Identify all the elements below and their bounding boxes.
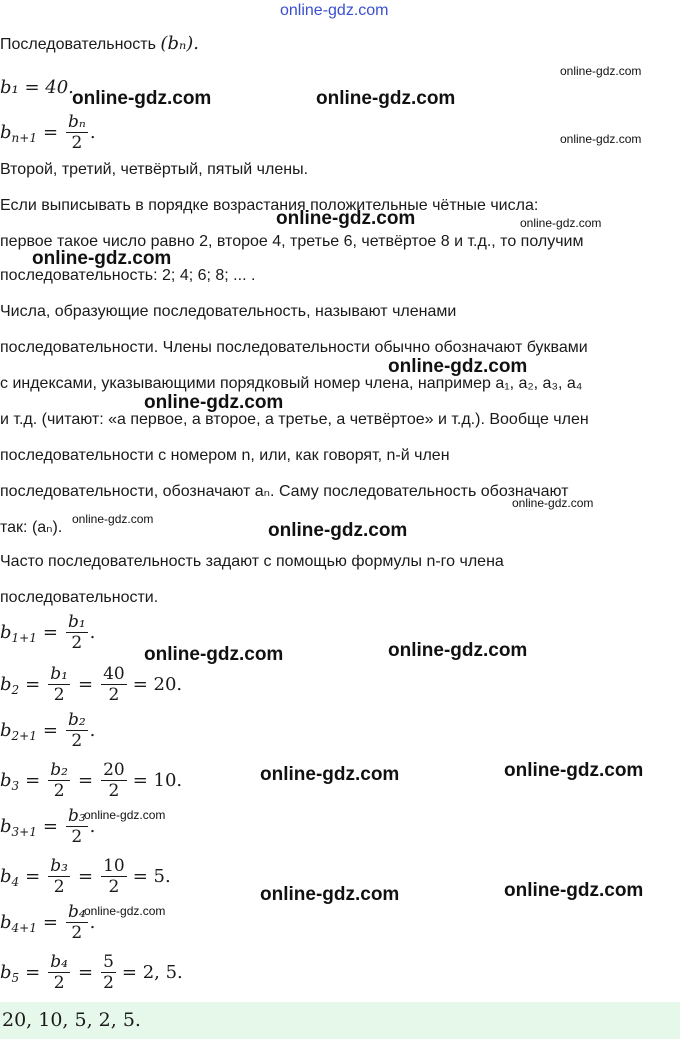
watermark: online-gdz.com [388, 356, 528, 377]
solution-step-1: b 1+1 = $\frac{\text{b₁}}{2}$ . [0, 612, 96, 653]
theory-line-8: последовательности с номером n, или, как говорят, n-й член [0, 447, 450, 464]
recurrence-fraction: $\frac{\text{bₙ}}{2}$ [68, 112, 86, 153]
watermark: online-gdz.com [260, 764, 400, 785]
theory-line-3: последовательность: 2; 4; 6; 8; ... . [0, 267, 256, 284]
watermark-small: online-gdz.com [84, 808, 166, 822]
watermark-small: online-gdz.com [560, 132, 642, 146]
watermark: online-gdz.com [268, 520, 408, 541]
watermark: online-gdz.com [144, 644, 284, 665]
theory-line-7: и т.д. (читают: «a первое, a второе, a третье, a четвёртое» и т.д.). Вообще член [0, 411, 589, 428]
watermark: online-gdz.com [504, 880, 644, 901]
solution-step-2: b 2 = $\frac{\text{b₁}}{2}$ = $\frac{40}{2}$ = 20. [0, 664, 183, 705]
watermark: online-gdz.com [276, 208, 416, 229]
given-b1: b₁ = 40. [0, 77, 74, 98]
theory-line-12: последовательности. [0, 589, 159, 606]
theory-line-10: так: (aₙ). [0, 519, 63, 536]
watermark: online-gdz.com [316, 88, 456, 109]
watermark: online-gdz.com [388, 640, 528, 661]
sequence-label: Последовательность [0, 36, 156, 53]
solution-step-7: b 4+1 = $\frac{\text{b₄}}{2}$ . [0, 902, 96, 943]
top-watermark-link[interactable]: online-gdz.com [280, 2, 389, 19]
answer-text: 20, 10, 5, 2, 5. [2, 1009, 141, 1031]
solution-step-4: b 3 = $\frac{\text{b₂}}{2}$ = $\frac{20}{2}$ = 10. [0, 760, 183, 801]
watermark-small: online-gdz.com [520, 216, 602, 230]
given-recurrence: b n+1 = $\frac{\text{bₙ}}{2}$ . [0, 112, 96, 153]
watermark-small: online-gdz.com [560, 64, 642, 78]
answer-box [0, 1002, 680, 1039]
watermark: online-gdz.com [260, 884, 400, 905]
solution-step-8: b 5 = $\frac{\text{b₄}}{2}$ = $\frac{5}{2}$ = 2, 5. [0, 952, 183, 993]
watermark-small: online-gdz.com [72, 512, 154, 526]
theory-line-1: Если выписывать в порядке возрастания положительные чётные числа: [0, 197, 539, 214]
sequence-symbol: (bₙ). [160, 33, 200, 54]
solution-step-3: b 2+1 = $\frac{\text{b₂}}{2}$ . [0, 710, 96, 751]
given-sequence-line [0, 34, 199, 55]
watermark: online-gdz.com [32, 248, 172, 269]
solution-step-6: b 4 = $\frac{\text{b₃}}{2}$ = $\frac{10}{2}$ = 5. [0, 856, 171, 897]
watermark: online-gdz.com [144, 392, 284, 413]
theory-line-11: Часто последовательность задают с помощью формулы n-го члена [0, 553, 504, 570]
find-line: Второй, третий, четвёртый, пятый члены. [0, 161, 309, 178]
theory-line-6: с индексами, указывающими порядковый номер члена, например a₁, a₂, a₃, a₄ [0, 375, 583, 392]
watermark-small: online-gdz.com [84, 904, 166, 918]
theory-line-4: Числа, образующие последовательность, называют членами [0, 303, 457, 320]
watermark: online-gdz.com [72, 88, 212, 109]
theory-line-2: первое такое число равно 2, второе 4, третье 6, четвёртое 8 и т.д., то получим [0, 233, 584, 250]
watermark: online-gdz.com [504, 760, 644, 781]
watermark-small: online-gdz.com [512, 496, 594, 510]
theory-line-9: последовательности, обозначают aₙ. Саму последовательность обозначают [0, 483, 569, 500]
theory-line-5: последовательности. Члены последовательности обычно обозначают буквами [0, 339, 588, 356]
solution-step-5: b 3+1 = $\frac{\text{b₃}}{2}$ . [0, 806, 96, 847]
